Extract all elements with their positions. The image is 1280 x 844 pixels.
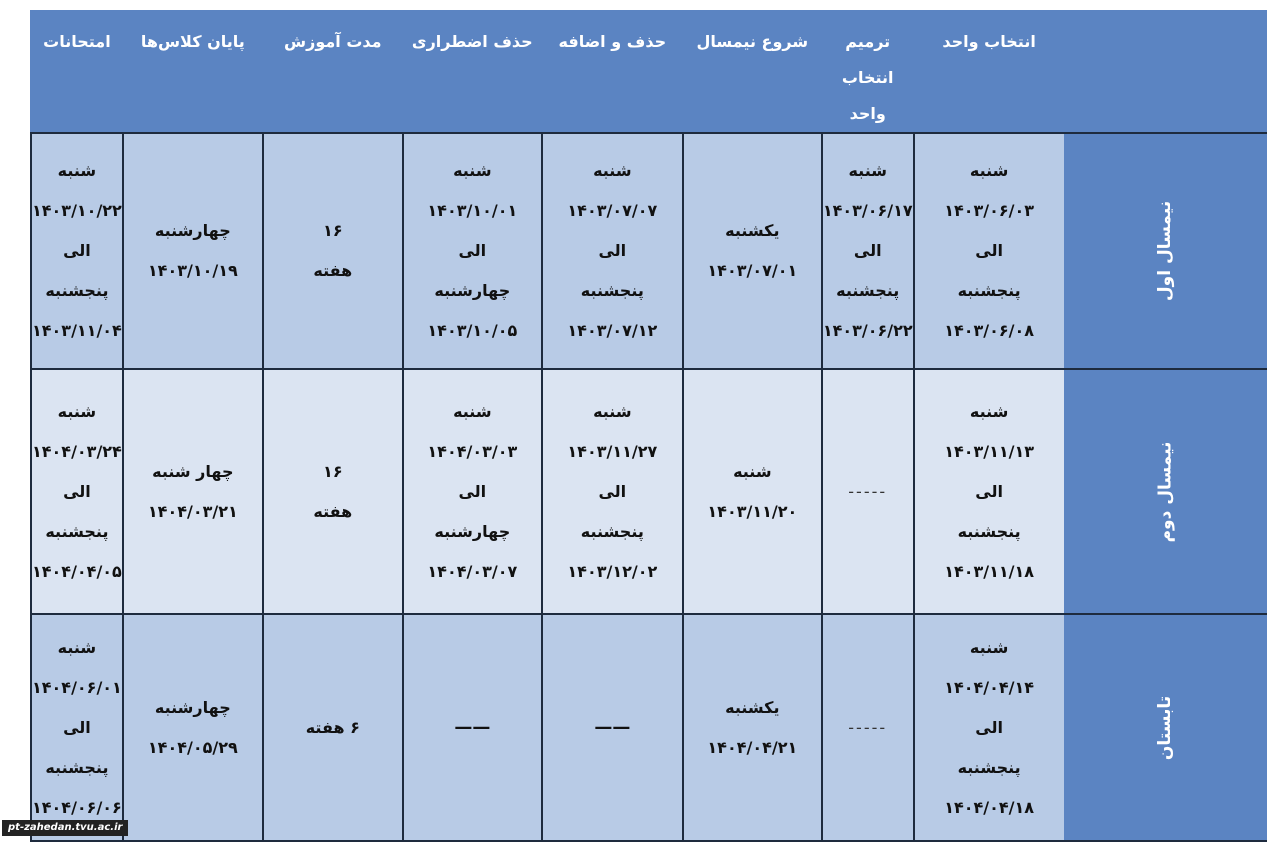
term-row <box>31 369 1266 614</box>
term-label: نیمسال اول <box>1155 200 1176 302</box>
cell-text: چهارشنبه <box>154 221 231 240</box>
unit-selection-header: انتخاب واحد <box>914 11 1065 133</box>
cell-text: ۱۴۰۳/۰۷/۱۲ <box>567 321 658 340</box>
cell-text: ۱۶ <box>323 221 343 240</box>
cell-text: ۱۴۰۳/۱۱/۰۴ <box>32 321 122 340</box>
semester-start-header: شروع نیمسال <box>683 11 822 133</box>
cell-text: شنبه <box>848 161 887 180</box>
cell-text: چهارشنبه <box>154 697 231 717</box>
add-drop-header: حذف و اضافه <box>542 11 683 133</box>
term-label: تابستان <box>1155 695 1176 760</box>
cell-text: ۱۴۰۴/۰۶/۰۱ <box>32 677 122 697</box>
site-credit: pt-zahedan.tvu.ac.ir <box>2 820 128 836</box>
cell-text: ۱۴۰۴/۰۶/۰۶ <box>32 797 122 817</box>
cell-text: الی <box>975 481 1003 501</box>
cell-text: پنجشنبه <box>836 281 900 300</box>
cell-text: ۱۴۰۴/۰۳/۰۷ <box>427 561 518 581</box>
unit-revision-header: ترمیم انتخاب واحد <box>822 11 914 133</box>
cell-text: شنبه <box>57 401 97 421</box>
schedule-cell <box>31 133 123 369</box>
cell-text: ۱۴۰۴/۰۴/۰۵ <box>32 561 122 581</box>
cell-text: ۱۶ <box>323 461 343 481</box>
term-label-cell <box>1065 614 1266 841</box>
cell-text: شنبه <box>593 401 632 421</box>
cell-text: پنجشنبه <box>957 521 1021 541</box>
cell-text: ۱۴۰۳/۱۱/۲۷ <box>567 441 658 461</box>
schedule-cell <box>683 133 822 369</box>
cell-text: ۱۴۰۴/۰۳/۲۱ <box>147 501 238 521</box>
classes-end-header: پایان کلاس‌ها <box>123 11 263 133</box>
cell-text: ۱۴۰۳/۰۷/۰۱ <box>707 261 798 280</box>
cell-text: ۱۴۰۳/۰۶/۲۲ <box>822 321 913 340</box>
header-row <box>31 11 1266 133</box>
schedule-cell <box>914 369 1065 614</box>
schedule-cell <box>31 614 123 841</box>
cell-text: ۱۴۰۳/۱۱/۱۸ <box>944 561 1035 581</box>
cell-text: ۱۴۰۴/۰۳/۰۳ <box>427 441 518 461</box>
schedule-cell <box>542 369 683 614</box>
cell-text: پنجشنبه <box>957 757 1021 777</box>
cell-text: شنبه <box>453 161 492 180</box>
schedule-cell <box>263 614 403 841</box>
cell-text: ۱۴۰۳/۱۰/۲۲ <box>32 201 122 220</box>
schedule-cell <box>123 369 263 614</box>
cell-text: ۱۴۰۳/۰۶/۱۷ <box>822 201 913 220</box>
cell-text: —— <box>454 716 491 738</box>
cell-text: پنجشنبه <box>957 281 1021 300</box>
schedule-cell <box>822 614 914 841</box>
academic-calendar-table <box>30 10 1267 842</box>
cell-text: شنبه <box>453 401 492 421</box>
cell-text: ۱۴۰۳/۰۶/۰۳ <box>944 201 1035 220</box>
schedule-cell <box>822 133 914 369</box>
schedule-cell <box>914 133 1065 369</box>
term-row <box>31 133 1266 369</box>
cell-text: یکشنبه <box>725 221 780 240</box>
cell-text: الی <box>458 241 487 260</box>
cell-text: ۱۴۰۳/۰۶/۰۸ <box>944 321 1035 340</box>
cell-text: پنجشنبه <box>580 521 644 541</box>
cell-text: ۱۴۰۳/۱۱/۲۰ <box>707 501 798 521</box>
cell-text: ۱۴۰۴/۰۴/۲۱ <box>707 737 798 757</box>
cell-text: شنبه <box>969 401 1009 421</box>
schedule-cell <box>31 369 123 614</box>
cell-text: الی <box>975 717 1003 737</box>
table-body <box>31 133 1266 841</box>
cell-text: الی <box>63 241 91 260</box>
cell-text: چهار شنبه <box>152 461 234 481</box>
cell-text: چهارشنبه <box>434 521 511 541</box>
schedule-cell <box>263 369 403 614</box>
cell-text: ----- <box>848 717 888 737</box>
cell-text: الی <box>598 481 627 501</box>
cell-text: شنبه <box>57 637 97 657</box>
cell-text: ۶ هفته <box>305 717 360 737</box>
cell-text: ۱۴۰۳/۱۱/۱۳ <box>944 441 1035 461</box>
exams-header: امتحانات <box>31 11 123 133</box>
cell-text: ۱۴۰۴/۰۴/۱۴ <box>944 677 1035 697</box>
cell-text: شنبه <box>969 637 1009 657</box>
cell-text: ۱۴۰۳/۱۲/۰۲ <box>567 561 658 581</box>
cell-text: ----- <box>848 481 888 501</box>
cell-text: الی <box>63 481 91 501</box>
schedule-cell <box>683 614 822 841</box>
cell-text: الی <box>598 241 627 260</box>
cell-text: ۱۴۰۳/۱۰/۰۵ <box>427 321 518 340</box>
schedule-cell <box>914 614 1065 841</box>
schedule-cell <box>683 369 822 614</box>
schedule-cell <box>123 614 263 841</box>
cell-text: شنبه <box>593 161 632 180</box>
cell-text: الی <box>975 241 1003 260</box>
cell-text: الی <box>853 241 882 260</box>
term-label-cell <box>1065 133 1266 369</box>
emergency-drop-header: حذف اضطراری <box>403 11 542 133</box>
cell-text: ۱۴۰۴/۰۵/۲۹ <box>147 737 238 757</box>
cell-text: —— <box>594 716 631 738</box>
cell-text: ۱۴۰۳/۰۷/۰۷ <box>567 201 658 220</box>
cell-text: شنبه <box>733 461 772 481</box>
schedule-cell <box>542 614 683 841</box>
cell-text: پنجشنبه <box>45 757 109 777</box>
cell-text: هفته <box>313 501 353 521</box>
schedule-cell <box>403 369 542 614</box>
schedule-cell <box>403 614 542 841</box>
cell-text: چهارشنبه <box>434 281 511 300</box>
cell-text: ۱۴۰۴/۰۴/۱۸ <box>944 797 1035 817</box>
schedule-cell <box>822 369 914 614</box>
term-label-cell <box>1065 369 1266 614</box>
duration-header: مدت آموزش <box>263 11 403 133</box>
schedule-cell <box>263 133 403 369</box>
term-label: نیمسال دوم <box>1155 441 1176 542</box>
cell-text: شنبه <box>969 161 1009 180</box>
cell-text: ۱۴۰۳/۱۰/۰۱ <box>427 201 518 220</box>
cell-text: الی <box>458 481 487 501</box>
cell-text: پنجشنبه <box>45 521 109 541</box>
cell-text: پنجشنبه <box>580 281 644 300</box>
term-row <box>31 614 1266 841</box>
cell-text: پنجشنبه <box>45 281 109 300</box>
cell-text: هفته <box>313 261 353 280</box>
schedule-cell <box>123 133 263 369</box>
cell-text: ۱۴۰۳/۱۰/۱۹ <box>147 261 238 280</box>
term-header <box>1065 11 1266 133</box>
schedule-cell <box>542 133 683 369</box>
cell-text: ۱۴۰۴/۰۳/۲۴ <box>32 441 122 461</box>
schedule-cell <box>403 133 542 369</box>
cell-text: شنبه <box>57 161 97 180</box>
cell-text: الی <box>63 717 91 737</box>
cell-text: یکشنبه <box>725 697 780 717</box>
